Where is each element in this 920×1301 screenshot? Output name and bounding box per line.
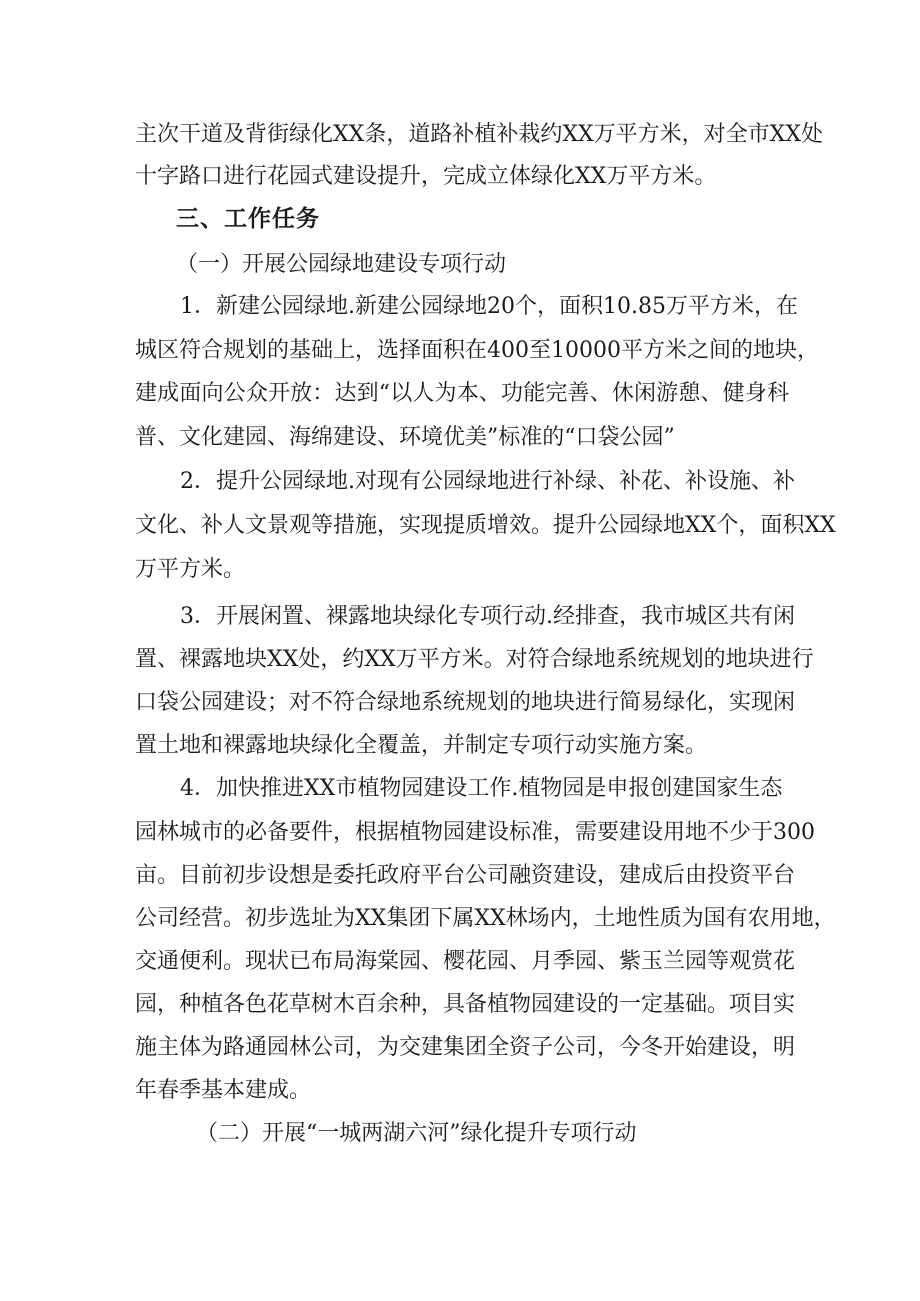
item-4-line-8: 年春季基本建成。 xyxy=(135,1078,312,1103)
item-1-line-3: 建成面向公众开放：达到“以人为本、功能完善、休闲游憩、健身科 xyxy=(135,381,789,406)
item-1-line-4: 普、文化建园、海绵建设、环境优美”标准的“口袋公园” xyxy=(135,425,675,450)
item-4-line-4: 公司经营。初步选址为XX集团下属XX林场内，土地性质为国有农用地， xyxy=(135,906,836,931)
item-1-line-1: 1．新建公园绿地.新建公园绿地20个，面积10.85万平方米，在 xyxy=(180,294,798,319)
item-2-line-3: 万平方米。 xyxy=(135,557,246,582)
intro-line-2: 十字路口进行花园式建设提升，完成立体绿化XX万平方米。 xyxy=(135,164,717,189)
section-heading: 三、工作任务 xyxy=(176,206,320,232)
item-2-line-2: 文化、补人文景观等措施，实现提质增效。提升公园绿地XX个，面积XX xyxy=(135,513,836,538)
subsection-heading-1: （一）开展公园绿地建设专项行动 xyxy=(176,252,507,277)
item-4-line-1: 4．加快推进XX市植物园建设工作.植物园是申报创建国家生态 xyxy=(180,776,783,801)
subsection-heading-2: （二）开展“一城两湖六河”绿化提升专项行动 xyxy=(196,1121,637,1146)
item-4-line-2: 园林城市的必备要件，根据植物园建设标准，需要建设用地不少于300 xyxy=(135,820,815,845)
item-2-line-1: 2．提升公园绿地.对现有公园绿地进行补绿、补花、补设施、补 xyxy=(180,469,795,494)
item-4-line-3: 亩。目前初步设想是委托政府平台公司融资建设，建成后由投资平台 xyxy=(135,863,796,888)
item-3-line-4: 置土地和裸露地块绿化全覆盖，并制定专项行动实施方案。 xyxy=(135,733,708,758)
item-3-line-1: 3．开展闲置、裸露地块绿化专项行动.经排查，我市城区共有闲 xyxy=(180,604,795,629)
item-4-line-7: 施主体为路通园林公司，为交建集团全资子公司，今冬开始建设，明 xyxy=(135,1035,796,1060)
item-3-line-2: 置、裸露地块XX处，约XX万平方米。对符合绿地系统规划的地块进行 xyxy=(135,647,814,672)
item-4-line-6: 园，种植各色花草树木百余种，具备植物园建设的一定基础。项目实 xyxy=(135,992,796,1017)
intro-line-1: 主次干道及背街绿化XX条，道路补植补栽约XX万平方米，对全市XX处 xyxy=(135,122,823,147)
item-3-line-3: 口袋公园建设；对不符合绿地系统规划的地块进行简易绿化，实现闲 xyxy=(135,690,796,715)
item-4-line-5: 交通便利。现状已布局海棠园、樱花园、月季园、紫玉兰园等观赏花 xyxy=(135,949,796,974)
item-1-line-2: 城区符合规划的基础上，选择面积在400至10000平方米之间的地块， xyxy=(135,338,819,363)
